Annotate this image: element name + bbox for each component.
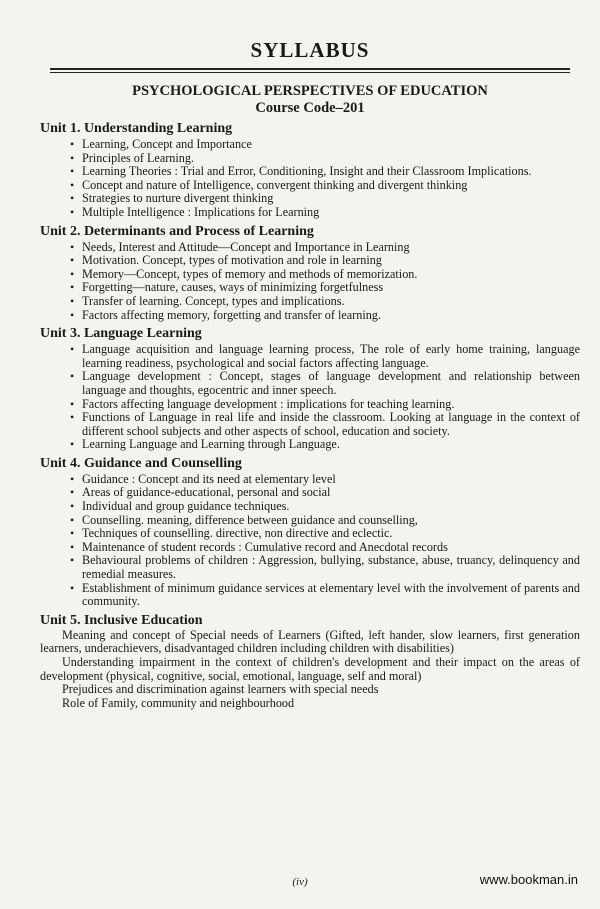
list-item: • Language development : Concept, stages of language development and relationship between language and thoughts, egocentric and inner speech. [82, 370, 580, 397]
syllabus-page [40, 38, 580, 710]
subject-title: PSYCHOLOGICAL PERSPECTIVES OF EDUCATION [132, 83, 488, 99]
paragraph: Meaning and concept of Special needs of Learners (Gifted, left hander, slow learners, first generation learners, underachievers, disadvantaged children including children with disabilities) [40, 627, 580, 656]
page-number: (iv) [292, 876, 308, 888]
unit-title: Unit 3. Language Learning [40, 326, 202, 342]
list-item: • Multiple Intelligence : Implications for Learning [82, 206, 580, 220]
list-item: • Motivation. Concept, types of motivation and role in learning [82, 254, 580, 268]
list-item: • Learning Theories : Trial and Error, Conditioning, Insight and their Classroom Implications. [82, 165, 580, 179]
list-item: • Areas of guidance-educational, personal and social [82, 486, 580, 500]
unit-2-list [40, 241, 580, 323]
list-item: • Concept and nature of Intelligence, convergent thinking and divergent thinking [82, 179, 580, 193]
list-item: • Counselling. meaning, difference between guidance and counselling, [82, 514, 580, 528]
paragraph: Prejudices and discrimination against learners with special needs [62, 682, 379, 697]
list-item: • Maintenance of student records : Cumulative record and Anecdotal records [82, 541, 580, 555]
list-item: • Principles of Learning. [82, 152, 580, 166]
list-item: • Factors affecting language development : implications for teaching learning. [82, 398, 580, 412]
list-item: • Forgetting—nature, causes, ways of minimizing forgetfulness [82, 281, 580, 295]
list-item: • Needs, Interest and Attitude—Concept and Importance in Learning [82, 241, 580, 255]
unit-4 [40, 455, 580, 609]
list-item: • Functions of Language in real life and inside the classroom. Looking at language in the context of different school subjects and other aspects of school, education and society. [82, 411, 580, 438]
unit-3-list [40, 343, 580, 452]
list-item: • Techniques of counselling. directive, non directive and eclectic. [82, 527, 580, 541]
list-item: • Guidance : Concept and its need at elementary level [82, 473, 580, 487]
paragraph: Role of Family, community and neighbourhood [62, 695, 295, 710]
list-item: • Individual and group guidance techniques. [82, 500, 580, 514]
list-item: • Strategies to nurture divergent thinking [82, 192, 580, 206]
list-item: • Memory—Concept, types of memory and methods of memorization. [82, 268, 580, 282]
list-item: • Behavioural problems of children : Aggression, bullying, substance, abuse, truancy, delinquency and remedial measures. [82, 554, 580, 581]
unit-5 [40, 612, 580, 711]
watermark: www.bookman.in [479, 872, 578, 887]
unit-title: Unit 5. Inclusive Education [40, 612, 203, 628]
list-item: • Language acquisition and language learning process, The role of early home training, language learning readiness, psychological and social factors affecting language. [82, 343, 580, 370]
list-item: • Transfer of learning. Concept, types and implications. [82, 295, 580, 309]
unit-title: Unit 2. Determinants and Process of Learning [40, 223, 314, 239]
list-item: • Learning, Concept and Importance [82, 138, 580, 152]
title-rule [50, 68, 570, 73]
unit-4-list [40, 473, 580, 609]
unit-3 [40, 325, 580, 452]
list-item: • Learning Language and Learning through Language. [82, 438, 580, 452]
paragraph: Understanding impairment in the context of children's development and their impact on the areas of development (physical, cognitive, social, emotional, language, self and moral) [40, 655, 580, 683]
list-item: • Factors affecting memory, forgetting and transfer of learning. [82, 309, 580, 323]
unit-2 [40, 223, 580, 323]
page-title: SYLLABUS [250, 38, 370, 62]
course-code: Course Code–201 [255, 100, 365, 116]
unit-1-list [40, 138, 580, 220]
unit-1 [40, 120, 580, 220]
unit-title: Unit 4. Guidance and Counselling [40, 455, 242, 471]
unit-title: Unit 1. Understanding Learning [40, 121, 233, 136]
list-item: • Establishment of minimum guidance services at elementary level with the involvement of parents and community. [82, 582, 580, 609]
